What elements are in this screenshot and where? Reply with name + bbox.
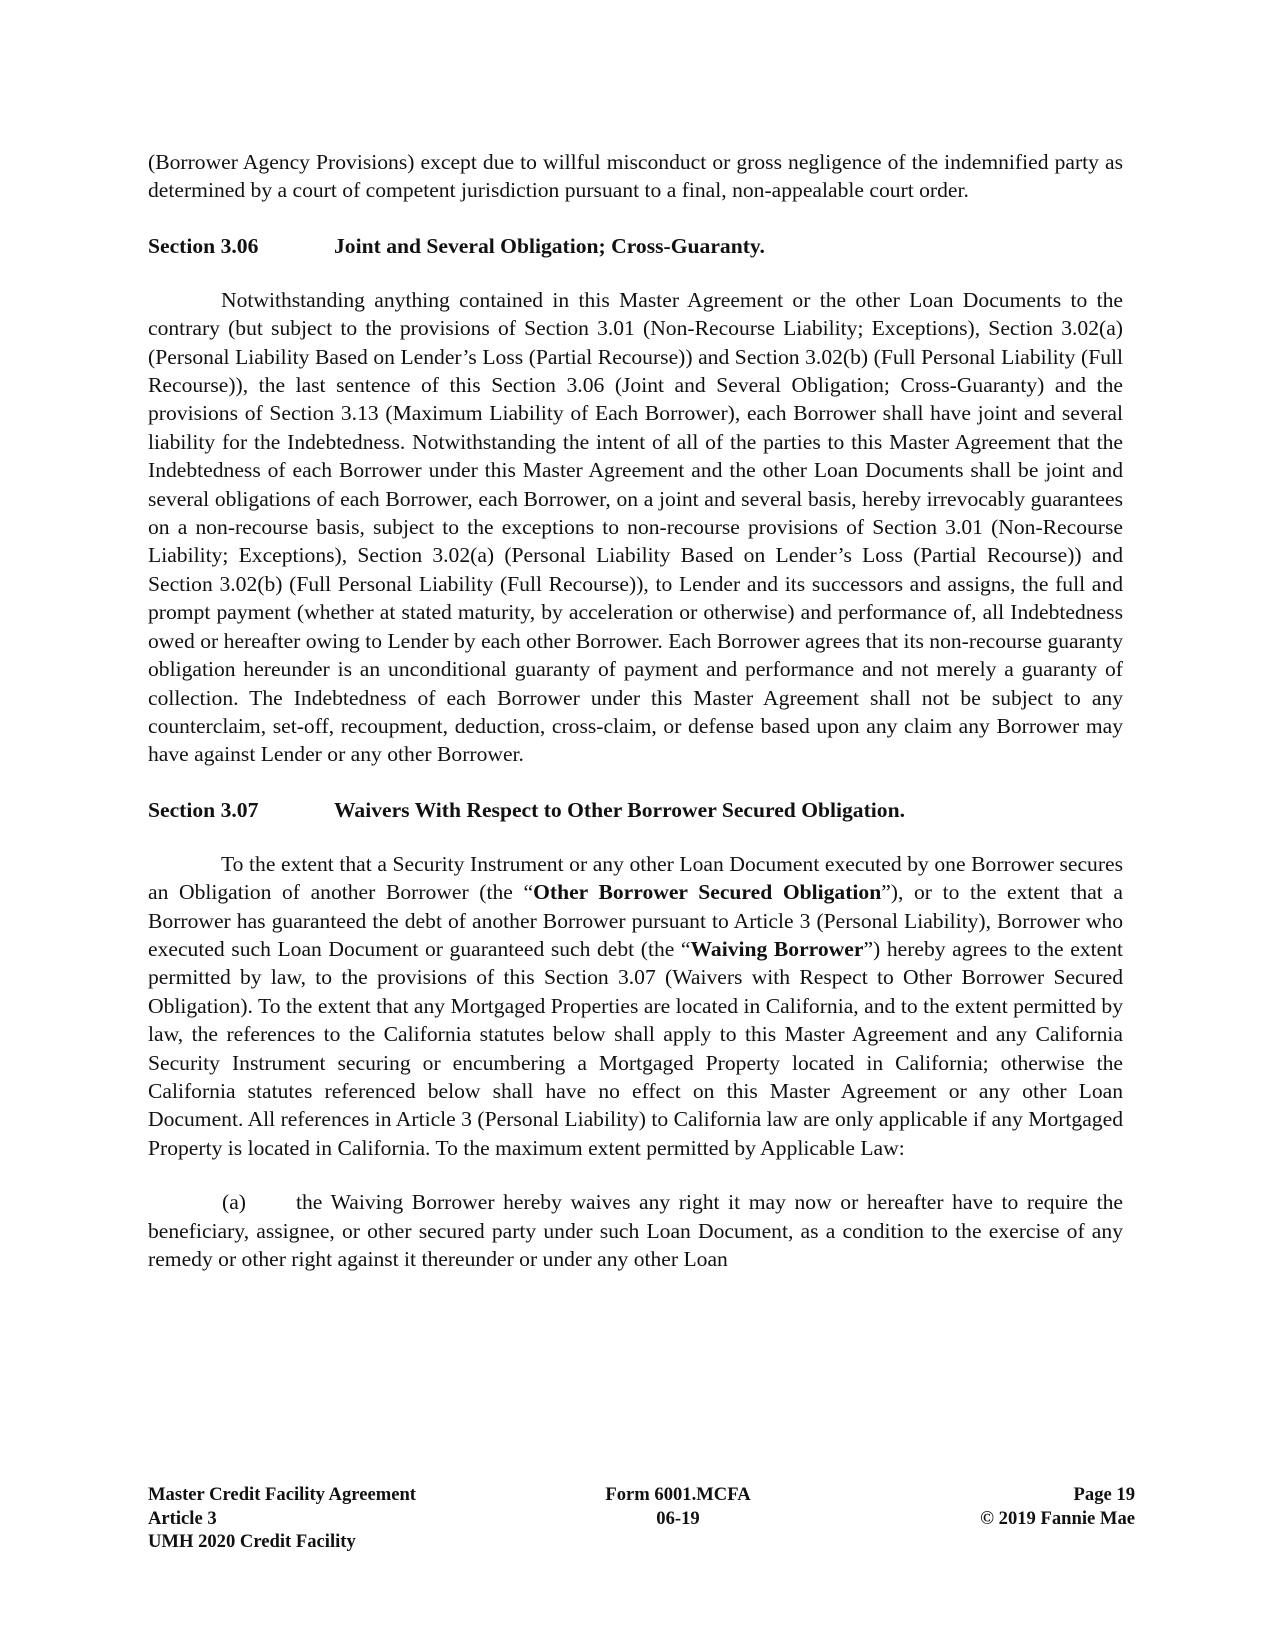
footer-copyright: © 2019 Fannie Mae <box>980 1507 1135 1529</box>
paragraph-text: ”) hereby agrees to the extent permitted by law, to the provisions of this Section 3.07 (Waivers with Respect to Other Borrower Secured Obligation). To the extent that any Mortgaged Properties are located in California, and to the extent permitted by law, the references to the California statutes below shall apply to this Master Agreement and any California Security Instrument securing or encumbering a Mortgaged Property located in California; otherwise the California statutes referenced below shall have no effect on this Master Agreement or any other Loan Document. All references in Article 3 (Personal Liability) to California law are only applicable if any Mortgaged Property is located in California. To the maximum extent permitted by Applicable Law: <box>148 936 1123 1160</box>
item-text: the Waiving Borrower hereby waives any right it may now or hereafter have to require the beneficiary, assignee, or other secured party under such Loan Document, as a condition to the exercise of any remedy or other right against it thereunder or under any other Loan <box>148 1190 1123 1271</box>
section-title: Joint and Several Obligation; Cross-Guaranty. <box>334 233 765 258</box>
paragraph-text: ”), or to the extent that a Borrower has guaranteed the debt of another Borrower pursuant to Article 3 (Personal Liability), Borrower who executed such Loan Document or guaranteed such debt (the “ <box>148 880 1123 961</box>
item-label: (a) <box>222 1190 246 1215</box>
footer-article: Article 3 <box>148 1507 217 1529</box>
page-body <box>148 148 1123 1273</box>
footer-center <box>598 1483 758 1530</box>
section-3-06-paragraph: Notwithstanding anything contained in this Master Agreement or the other Loan Documents to the contrary (but subject to the provisions of Section 3.01 (Non-Recourse Liability; Exceptions), Section 3.02(a) (Personal Liability Based on Lender’s Loss (Partial Recourse)) and Section 3.02(b) (Full Personal Liability (Full Recourse)), the last sentence of this Section 3.06 (Joint and Several Obligation; Cross-Guaranty) and the provisions of Section 3.13 (Maximum Liability of Each Borrower), each Borrower shall have joint and several liability for the Indebtedness. Notwithstanding the intent of all of the parties to this Master Agreement that the Indebtedness of each Borrower under this Master Agreement and the other Loan Documents shall be joint and several obligations of each Borrower, each Borrower, on a joint and several basis, hereby irrevocably guarantees on a non-recourse basis, subject to the exceptions to non-recourse provisions of Section 3.01 (Non-Recourse Liability; Exceptions), Section 3.02(a) (Personal Liability Based on Lender’s Loss (Partial Recourse)) and Section 3.02(b) (Full Personal Liability (Full Recourse)), to Lender and its successors and assigns, the full and prompt payment (whether at stated maturity, by acceleration or otherwise) and performance of, all Indebtedness owed or hereafter owing to Lender by each other Borrower. Each Borrower agrees that its non-recourse guaranty obligation hereunder is an unconditional guaranty of payment and performance and not merely a guaranty of collection. The Indebtedness of each Borrower under this Master Agreement shall not be subject to any counterclaim, set-off, recoupment, deduction, cross-claim, or defense based upon any claim any Borrower may have against Lender or any other Borrower. <box>148 287 1123 767</box>
section-3-07-heading <box>148 796 1123 824</box>
section-3-06-heading <box>148 232 1123 260</box>
section-number: Section 3.06 <box>148 233 259 258</box>
intro-paragraph: (Borrower Agency Provisions) except due to willful misconduct or gross negligence of the indemnified party as determined by a court of competent jurisdiction pursuant to a final, non-appealable court order. <box>148 150 1123 203</box>
defined-term: Other Borrower Secured Obligation <box>533 880 882 905</box>
footer-right <box>980 1483 1135 1530</box>
footer-form-number: Form 6001.MCFA <box>605 1484 751 1505</box>
footer-form-date: 06-19 <box>656 1507 700 1529</box>
footer-facility-name: UMH 2020 Credit Facility <box>148 1531 356 1552</box>
footer-left <box>148 1483 416 1554</box>
section-3-07-paragraph <box>148 850 1123 1162</box>
section-title: Waivers With Respect to Other Borrower Secured Obligation. <box>334 797 905 822</box>
footer-agreement-name: Master Credit Facility Agreement <box>148 1484 416 1505</box>
footer-page-number: Page 19 <box>1073 1484 1135 1505</box>
list-item-a <box>148 1188 1123 1273</box>
defined-term: Waiving Borrower <box>690 936 864 961</box>
paragraph-text: To the extent that a Security Instrument or any other Loan Document executed by one Borrower secures an Obligation of another Borrower (the “ <box>148 851 1123 905</box>
section-number: Section 3.07 <box>148 797 259 822</box>
